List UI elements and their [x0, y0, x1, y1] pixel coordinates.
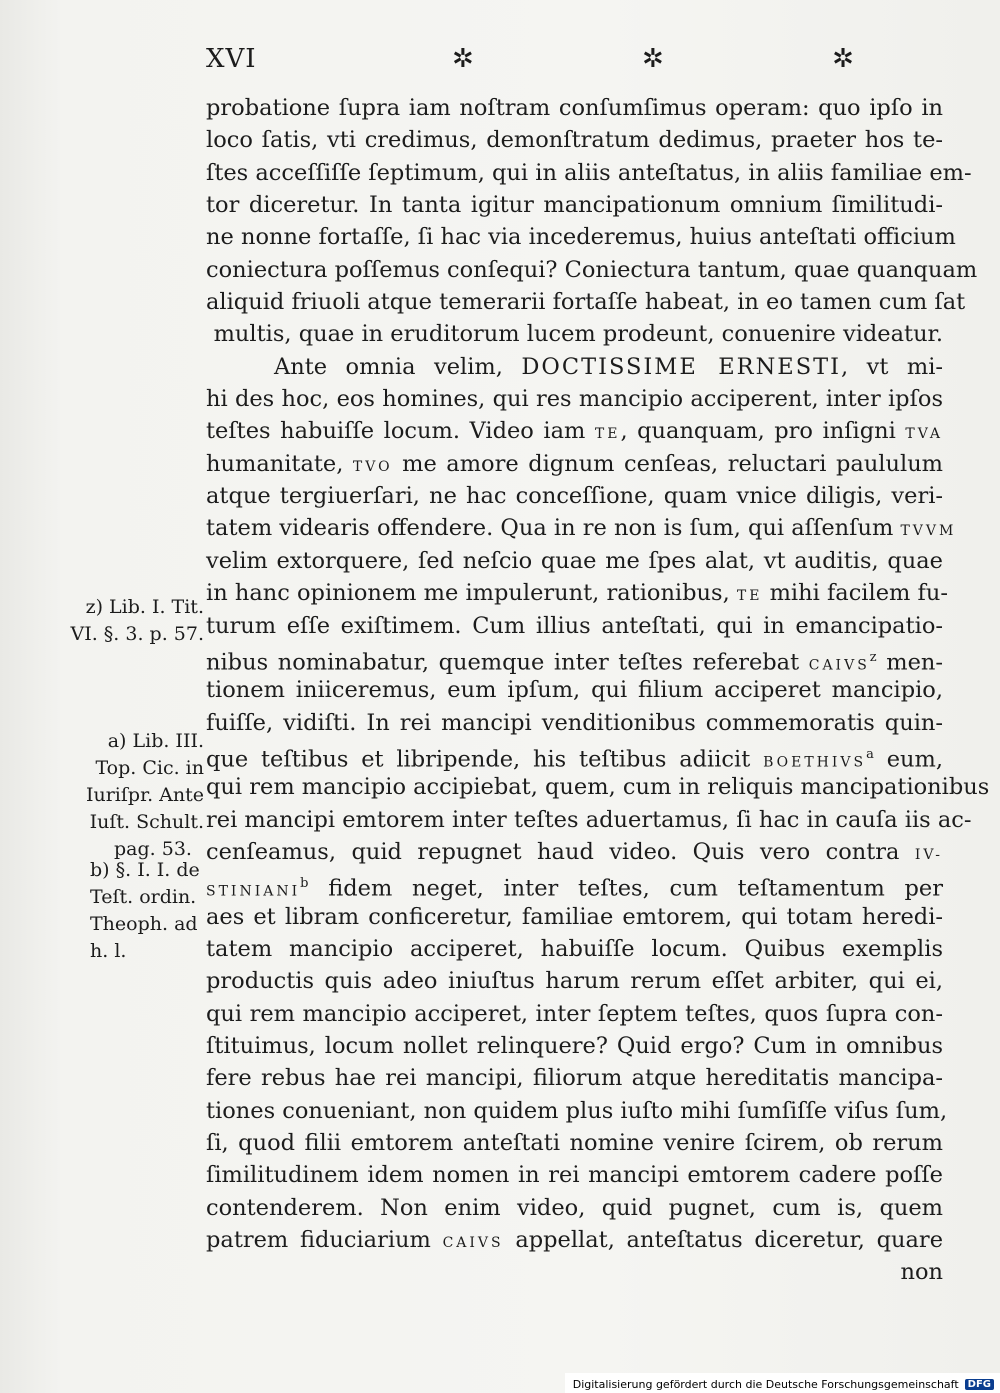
text-fragment: mihi facilem fu-: [769, 580, 948, 607]
text-fragment: eum,: [886, 746, 943, 773]
note-line: h. l.: [90, 940, 127, 962]
digitization-credit: [565, 1373, 1000, 1393]
text-fragment: , quanquam, pro inſigni: [620, 418, 896, 445]
text-line: qui rem mancipio acciperet, inter ſeptem teſtes, quos ſupra con-: [206, 1000, 943, 1027]
text-fragment: Ante omnia velim,: [274, 353, 503, 380]
note-line: Theoph. ad: [90, 913, 198, 935]
text-line: [206, 351, 943, 383]
small-caps-word: TVO: [352, 458, 393, 475]
text-line: tatem mancipio acciperet, habuiſſe locum. Quibus exemplis: [206, 935, 943, 962]
text-fragment: in hanc opinionem me impulerunt, rationibus,: [206, 580, 730, 607]
small-caps-word: IV-: [914, 846, 943, 863]
text-fragment: cenſeamus, quid repugnet haud video. Quis vero contra: [206, 838, 900, 865]
ornament-stars: ✲ ✲ ✲: [452, 44, 934, 74]
text-fragment: patrem fiduciarium: [206, 1227, 431, 1254]
text-line: ne nonne fortaſſe, ſi hac via incederemus, huius anteſtati officium: [206, 224, 956, 251]
note-line: a) Lib. III.: [107, 730, 204, 752]
text-fragment: que teſtibus et libripende, his teſtibus adiicit: [206, 746, 751, 773]
note-line: VI. §. 3. p. 57.: [70, 623, 204, 645]
text-line: velim extorquere, ſed neſcio quae me ſpes alat, vt auditis, quae: [206, 547, 943, 574]
note-line: Iuriſpr. Ante: [85, 784, 204, 806]
text-fragment: nibus nominabatur, quemque inter teſtes referebat: [206, 649, 800, 676]
note-line: Iuſt. Schult.: [89, 811, 204, 833]
text-line: contenderem. Non enim video, quid pugnet, cum is, quem: [206, 1194, 943, 1221]
text-line: ſtes acceſſiſſe ſeptimum, qui in aliis anteſtatus, in aliis familiae em-: [206, 159, 972, 186]
text-fragment: teſtes habuiſſe locum. Video iam: [206, 418, 586, 445]
text-line: [206, 448, 943, 480]
text-line: [206, 836, 943, 868]
text-line: [206, 642, 943, 674]
text-line: ſtituimus, locum nollet relinquere? Quid ergo? Cum in omnibus: [206, 1032, 943, 1059]
small-caps-word: TVVM: [900, 523, 957, 540]
page-number: XVI: [206, 44, 257, 74]
note-line: z) Lib. I. Tit.: [85, 596, 204, 618]
addressee-name: DOCTISSIME ERNESTI: [521, 353, 842, 380]
text-line: fuiſſe, vidiſti. In rei mancipi venditionibus commemoratis quin-: [206, 709, 943, 736]
text-line: ſi, quod filii emtorem anteſtati nomine venire ſcirem, ob rerum: [206, 1130, 943, 1156]
small-caps-word: CAIVS: [808, 657, 870, 674]
text-line: [206, 577, 948, 609]
text-line: [206, 512, 957, 544]
text-fragment: , vt mi-: [841, 353, 943, 380]
small-caps-word: TE: [594, 426, 621, 443]
text-line: rei mancipi emtorem inter teſtes aduertamus, ſi hac in cauſa iis ac-: [206, 806, 972, 833]
text-line: fere rebus hae rei mancipi, filiorum atque hereditatis mancipa-: [206, 1065, 943, 1092]
text-line: ſimilitudinem idem nomen in rei mancipi emtorem cadere poſſe: [206, 1162, 943, 1189]
catchword: non: [900, 1259, 943, 1286]
text-line: multis, quae in eruditorum lucem prodeunt, conuenire videatur.: [213, 321, 943, 348]
text-line: tionem iniiceremus, eum ipſum, qui filium acciperet mancipio,: [206, 677, 943, 704]
text-line: tiones conueniant, non quidem plus iuſto mihi ſumſiſſe viſus ſum,: [206, 1097, 948, 1124]
text-line: aes et libram conficeretur, familiae emtorem, qui totam heredi-: [206, 903, 943, 930]
note-line: b) §. I. I. de: [90, 859, 200, 881]
note-line: pag. 53.: [114, 838, 192, 860]
small-caps-word: TVA: [905, 426, 943, 443]
small-caps-word: BOETHIVS: [763, 754, 867, 771]
text-fragment: humanitate,: [206, 450, 344, 477]
text-line: [206, 739, 943, 771]
marginal-note-a: [54, 728, 204, 863]
note-line: Teſt. ordin.: [90, 886, 197, 908]
text-line: loco ſatis, vti credimus, demonſtratum dedimus, praeter hos te-: [206, 127, 943, 154]
main-text: [206, 92, 990, 1289]
note-line: Top. Cic. in: [95, 757, 204, 779]
marginal-note-b: [54, 857, 204, 965]
small-caps-word: CAIVS: [442, 1235, 504, 1252]
text-line: turum eſſe exiſtimem. Cum illius anteſtati, qui in emancipatio-: [206, 612, 943, 639]
text-fragment: appellat, anteſtatus diceretur, quare: [515, 1227, 944, 1254]
marginal-note-z: [54, 594, 204, 648]
text-fragment: tatem videaris offendere. Qua in re non is ſum, qui aſſenſum: [206, 515, 894, 542]
footnote-marker: z: [869, 649, 877, 665]
text-line: hi des hoc, eos homines, qui res mancipio acciperent, inter ipſos: [206, 386, 943, 413]
text-fragment: fidem neget, inter teſtes, cum teſtamentum per: [328, 875, 944, 902]
text-line: qui rem mancipio accipiebat, quem, cum in reliquis mancipationibus: [206, 774, 990, 801]
text-line: tor diceretur. In tanta igitur mancipationum omnium ſimilitudi-: [206, 192, 943, 219]
text-line: probatione ſupra iam noſtram conſumſimus operam: quo ipſo in: [206, 95, 943, 121]
text-line: [206, 1224, 943, 1256]
text-line: coniectura poſſemus conſequi? Coniectura tantum, quae quanquam: [206, 256, 978, 283]
footnote-marker: a: [866, 746, 874, 762]
text-line: [206, 415, 943, 447]
dfg-logo: DFG: [965, 1379, 994, 1390]
footnote-marker: b: [300, 876, 309, 892]
text-line: atque tergiuerſari, ne hac conceſſione, quam vnice diligis, veri-: [206, 483, 943, 510]
text-line: aliquid friuoli atque temerarii fortaſſe habeat, in eo tamen cum ſat: [206, 289, 966, 316]
credit-text: Digitalisierung gefördert durch die Deutsche Forschungsgemeinschaft: [572, 1377, 959, 1391]
page-header: [206, 44, 946, 80]
text-line: productis quis adeo iniuſtus harum rerum eſſet arbiter, qui ei,: [206, 968, 943, 995]
text-fragment: me amore dignum cenſeas, reluctari paululum: [402, 450, 944, 477]
text-line: [206, 868, 943, 900]
small-caps-word: STINIANI: [206, 883, 301, 900]
text-fragment: men-: [886, 649, 943, 676]
small-caps-word: TE: [736, 588, 763, 605]
